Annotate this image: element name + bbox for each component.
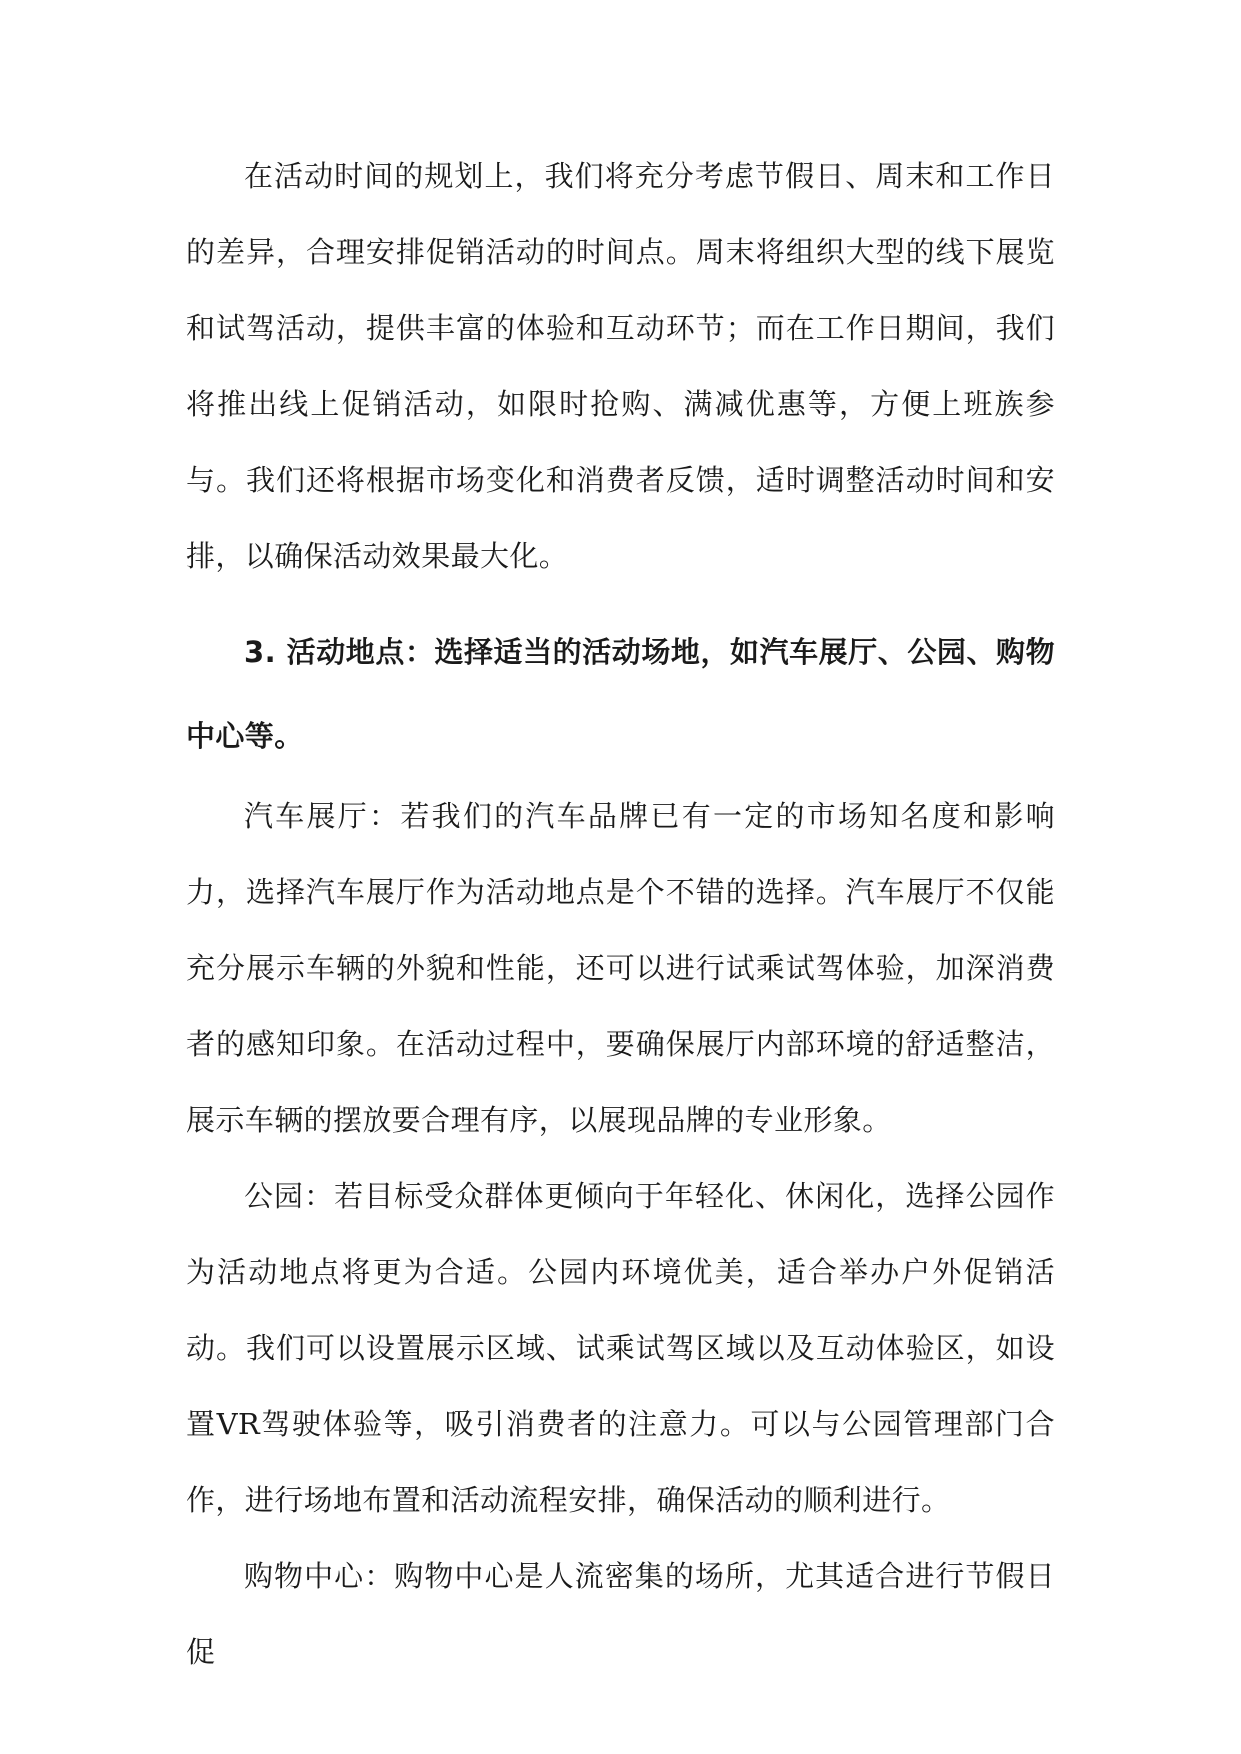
paragraph-activity-timing: 在活动时间的规划上，我们将充分考虑节假日、周末和工作日的差异，合理安排促销活动的时间点。周末将组织大型的线下展览和试驾活动，提供丰富的体验和互动环节；而在工作日期间，我们将推出线上促销活动，如限时抢购、满减优惠等，方便上班族参与。我们还将根据市场变化和消费者反馈，适时调整活动时间和安排，以确保活动效果最大化。 xyxy=(186,159,1055,573)
section-heading-activity-location: 3. 活动地点：选择适当的活动场地，如汽车展厅、公园、购物中心等。 xyxy=(186,635,1055,753)
document-body xyxy=(186,138,1055,1690)
paragraph-park: 公园：若目标受众群体更倾向于年轻化、休闲化，选择公园作为活动地点将更为合适。公园内环境优美，适合举办户外促销活动。我们可以设置展示区域、试乘试驾区域以及互动体验区，如设置VR驾驶体验等，吸引消费者的注意力。可以与公园管理部门合作，进行场地布置和活动流程安排，确保活动的顺利进行。 xyxy=(186,1179,1055,1517)
paragraph-shopping-center: 购物中心：购物中心是人流密集的场所，尤其适合进行节假日促 xyxy=(186,1559,1055,1669)
paragraph-car-showroom: 汽车展厅：若我们的汽车品牌已有一定的市场知名度和影响力，选择汽车展厅作为活动地点是个不错的选择。汽车展厅不仅能充分展示车辆的外貌和性能，还可以进行试乘试驾体验，加深消费者的感知印象。在活动过程中，要确保展厅内部环境的舒适整洁，展示车辆的摆放要合理有序，以展现品牌的专业形象。 xyxy=(186,799,1055,1137)
